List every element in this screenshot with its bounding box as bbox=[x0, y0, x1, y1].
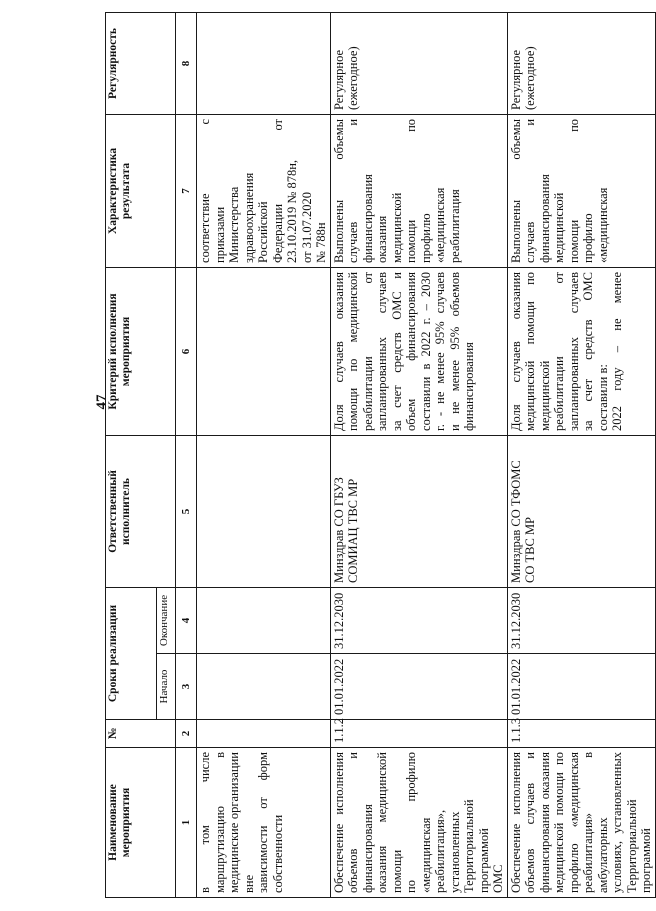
col-number: 5 bbox=[176, 435, 197, 587]
text-line: объемов и финансирования bbox=[346, 752, 375, 893]
text-line: реабилитация bbox=[447, 189, 462, 263]
regularity-cell bbox=[197, 12, 331, 114]
text-line: соответствие с bbox=[198, 118, 212, 263]
criterion-cell bbox=[330, 267, 507, 435]
col-number: 2 bbox=[176, 720, 197, 748]
text-line: в том числе маршрутизацию в bbox=[198, 752, 227, 893]
header-result: Характеристика результата bbox=[106, 114, 176, 267]
text-line: условиях, установленных bbox=[610, 752, 624, 893]
text-line: Выполнены объемы bbox=[331, 118, 346, 263]
text-line: зависимости от форм bbox=[256, 752, 270, 893]
text-line: случаев и bbox=[523, 118, 537, 263]
measure-number-cell: 1.1.2 bbox=[330, 720, 507, 748]
column-numbers-row bbox=[176, 12, 197, 897]
text-line: объемов случаев и bbox=[523, 752, 537, 893]
text-line: за счет средств ОМС bbox=[581, 271, 595, 431]
text-line: за счет средств ОМС и bbox=[389, 271, 404, 431]
text-line: Доля случаев оказания bbox=[331, 271, 346, 431]
col-number: 1 bbox=[176, 748, 197, 898]
text-line: 2022 году – не менее bbox=[610, 271, 624, 431]
text-line: реабилитации от bbox=[552, 271, 566, 431]
header-no: № bbox=[106, 720, 176, 748]
executor-cell: Минздрав СО ТФОМС СО ТВС МР bbox=[507, 435, 655, 587]
text-line: Обеспечение исполнения bbox=[331, 752, 346, 893]
text-line: Министерства bbox=[227, 186, 241, 263]
header-start: Начало bbox=[157, 654, 176, 720]
col-number: 7 bbox=[176, 114, 197, 267]
table-row bbox=[330, 12, 507, 897]
text-line: финансирования bbox=[537, 174, 552, 263]
col-number: 8 bbox=[176, 12, 197, 114]
measure-number-cell: 1.1.3 bbox=[507, 720, 655, 748]
text-line: медицинской bbox=[537, 360, 552, 431]
criterion-cell bbox=[197, 267, 331, 435]
text-line: Федерации от bbox=[270, 118, 285, 263]
text-line: от 31.07.2020 bbox=[299, 192, 314, 263]
regularity-cell: Регулярное (ежегодное) bbox=[507, 12, 655, 114]
text-line: Обеспечение исполнения bbox=[508, 752, 523, 893]
end-date-cell: 31.12.2030 bbox=[330, 587, 507, 653]
text-line: реабилитация», установленных bbox=[433, 809, 462, 893]
text-line: по профилю «медицинская bbox=[404, 752, 433, 893]
text-line: г. - не менее 95% случаев bbox=[433, 271, 447, 431]
header-end: Окончание bbox=[157, 587, 176, 653]
text-line: ОМС bbox=[491, 864, 505, 893]
text-line: «медицинская bbox=[433, 187, 447, 263]
text-line: медицинской помощи по bbox=[552, 752, 566, 893]
start-date-cell: 01.01.2022 bbox=[507, 654, 655, 720]
header-name: Наименование мероприятия bbox=[106, 748, 176, 898]
executor-cell: Минздрав СО ГБУЗ СОМИАЦ ТВС МР bbox=[330, 435, 507, 587]
text-line: запланированных случаев bbox=[566, 271, 581, 431]
table-row bbox=[197, 12, 331, 897]
text-line: и не менее 95% объемов bbox=[447, 271, 462, 431]
text-line: составили в: bbox=[595, 364, 610, 431]
header-regularity: Регулярность bbox=[106, 12, 176, 114]
regularity-cell: Регулярное (ежегодное) bbox=[330, 12, 507, 114]
text-line: приказами bbox=[212, 206, 227, 263]
text-line: оказания медицинской помощи bbox=[375, 752, 404, 893]
criterion-cell bbox=[507, 267, 655, 435]
rotated-page bbox=[105, 13, 653, 898]
end-date-cell: 31.12.2030 bbox=[507, 587, 655, 653]
measure-name-cell bbox=[330, 748, 507, 898]
measures-table bbox=[105, 12, 656, 898]
start-date-cell: 01.01.2022 bbox=[330, 654, 507, 720]
text-line: «медицинская bbox=[595, 187, 610, 263]
header-period: Сроки реализации bbox=[106, 587, 157, 719]
measure-name-cell bbox=[507, 748, 655, 898]
text-line: профилю bbox=[418, 213, 433, 263]
result-cell bbox=[197, 114, 331, 267]
text-line: Территориальной программой bbox=[462, 799, 491, 893]
header-criterion: Критерий исполнения мероприятия bbox=[106, 267, 176, 435]
text-line: 23.10.2019 № 878н, bbox=[285, 159, 299, 263]
table-row bbox=[507, 12, 655, 897]
measure-number-cell bbox=[197, 720, 331, 748]
text-line: финансирования bbox=[462, 342, 476, 431]
text-line: Российской bbox=[256, 201, 270, 263]
text-line: случаев и bbox=[346, 118, 360, 263]
end-date-cell bbox=[197, 587, 331, 653]
col-number: 3 bbox=[176, 654, 197, 720]
text-line: помощи по bbox=[404, 118, 418, 263]
text-line: собственности bbox=[270, 814, 285, 893]
result-cell bbox=[507, 114, 655, 267]
col-number: 4 bbox=[176, 587, 197, 653]
text-line: реабилитация» в амбулаторных bbox=[581, 752, 610, 893]
text-line: запланированных случаев bbox=[375, 271, 389, 431]
text-line: Территориальной программой bbox=[624, 799, 653, 893]
text-line: профилю «медицинская bbox=[566, 752, 581, 893]
text-line: медицинской bbox=[389, 192, 404, 263]
text-line: Доля случаев оказания bbox=[508, 271, 523, 431]
text-line: объем финансирования bbox=[404, 271, 418, 431]
text-line: медицинские организации вне bbox=[227, 752, 256, 893]
text-line: составили в 2022 г. – 2030 bbox=[418, 271, 433, 431]
text-line: здравоохранения bbox=[241, 172, 256, 263]
header-executor: Ответственный исполнитель bbox=[106, 435, 176, 587]
col-number: 6 bbox=[176, 267, 197, 435]
text-line: медицинской bbox=[552, 192, 566, 263]
text-line: реабилитации от bbox=[360, 271, 375, 431]
text-line: финансирования bbox=[360, 174, 375, 263]
text-line: № 788н bbox=[314, 222, 328, 263]
text-line: медицинской помощи по bbox=[523, 271, 537, 431]
result-cell bbox=[330, 114, 507, 267]
page-number: 47 bbox=[94, 394, 110, 410]
text-line: помощи по медицинской bbox=[346, 271, 360, 431]
text-line: Выполнены объемы bbox=[508, 118, 523, 263]
measure-name-cell bbox=[197, 748, 331, 898]
text-line: профилю bbox=[581, 213, 595, 263]
text-line: финансирования оказания bbox=[537, 752, 552, 893]
text-line: помощи по bbox=[566, 118, 581, 263]
executor-cell bbox=[197, 435, 331, 587]
start-date-cell bbox=[197, 654, 331, 720]
text-line: оказания bbox=[375, 215, 389, 263]
